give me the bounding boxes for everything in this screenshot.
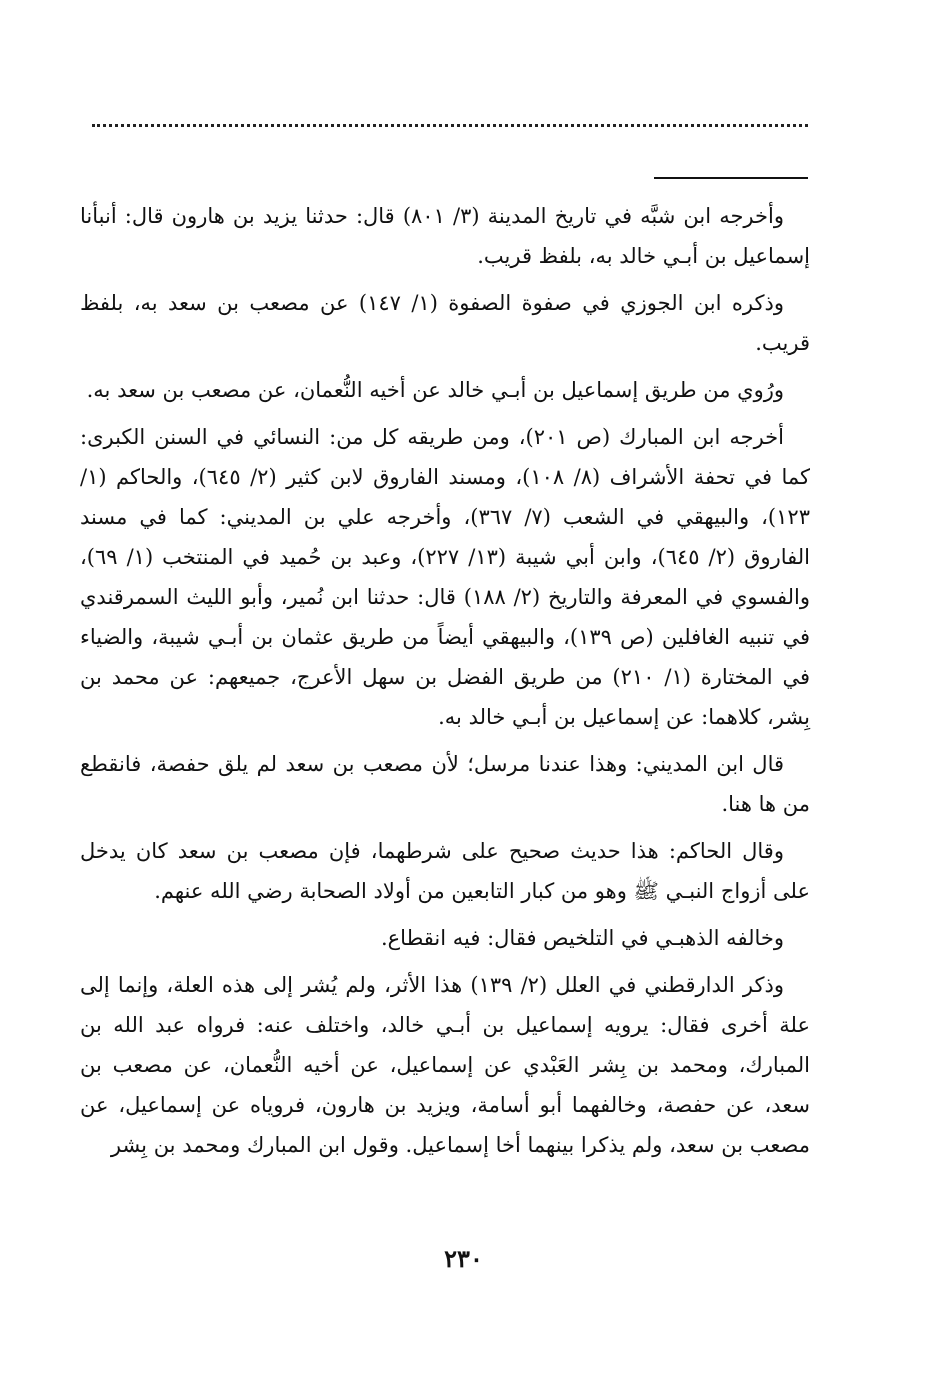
- paragraph: وقال الحاكم: هذا حديث صحيح على شرطهما، فإن مصعب بن سعد كان يدخل على أزواج النبـي ﷺ وهو من كبار التابعين من أولاد الصحابة رضي الله عنهم.: [80, 839, 810, 903]
- paragraph: وأخرجه ابن شبَّه في تاريخ المدينة (٣/ ٨٠١) قال: حدثنا يزيد بن هارون قال: أنبأنا إسماعيل بن أبـي خالد به، بلفظ قريب.: [80, 204, 810, 268]
- paragraph: وذكره ابن الجوزي في صفوة الصفوة (١/ ١٤٧) عن مصعب بن سعد به، بلفظ قريب.: [80, 291, 810, 355]
- paragraph: ورُوي من طريق إسماعيل بن أبـي خالد عن أخيه النُّعمان، عن مصعب بن سعد به.: [86, 378, 784, 402]
- page-number: ٢٣٠: [444, 1244, 483, 1273]
- paragraph: وذكر الدارقطني في العلل (٢/ ١٣٩) هذا الأثر، ولم يُشر إلى هذه العلة، وإنما إلى علة أخرى فقال: يرويه إسماعيل بن أبـي خالد، واختلف عنه: فرواه عبد الله بن المبارك، ومحمد بن بِشر العَبْدي عن إسماعيل، عن أخيه النُّعمان، عن مصعب بن سعد، عن حفصة، وخالفهما أبو أسامة، ويزيد بن هارون، فروياه عن إسماعيل، عن مصعب بن سعد، ولم يذكرا بينهما أخا إسماعيل. وقول ابن المبارك ومحمد بن بِشر: [80, 973, 810, 1157]
- paragraph: قال ابن المديني: وهذا عندنا مرسل؛ لأن مصعب بن سعد لم يلق حفصة، فانقطع من ها هنا.: [80, 752, 810, 816]
- footnote-rule: [654, 177, 808, 179]
- paragraph: وخالفه الذهبـي في التلخيص فقال: فيه انقطاع.: [380, 926, 784, 950]
- page-body: [80, 196, 810, 1172]
- paragraph: أخرجه ابن المبارك (ص ٢٠١)، ومن طريقه كل من: النسائي في السنن الكبرى: كما في تحفة الأشراف (٨/ ١٠٨)، ومسند الفاروق لابن كثير (٢/ ٦٤٥)، والحاكم (١/ ١٢٣)، والبيهقي في الشعب (٧/ ٣٦٧)، وأخرجه علي بن المديني: كما في مسند الفاروق (٢/ ٦٤٥)، وابن أبي شيبة (١٣/ ٢٢٧)، وعبد بن حُميد في المنتخب (١/ ٦٩)، والفسوي في المعرفة والتاريخ (٢/ ١٨٨) قال: حدثنا ابن نُمير، وأبو الليث السمرقندي في تنبيه الغافلين (ص ١٣٩)، والبيهقي أيضاً من طريق عثمان بن أبـي شيبة، والضياء في المختارة (١/ ٢١٠) من طريق الفضل بن سهل الأعرج، جميعهم: عن محمد بن بِشر، كلاهما: عن إسماعيل بن أبـي خالد به.: [80, 425, 810, 729]
- dotted-separator: [92, 124, 808, 127]
